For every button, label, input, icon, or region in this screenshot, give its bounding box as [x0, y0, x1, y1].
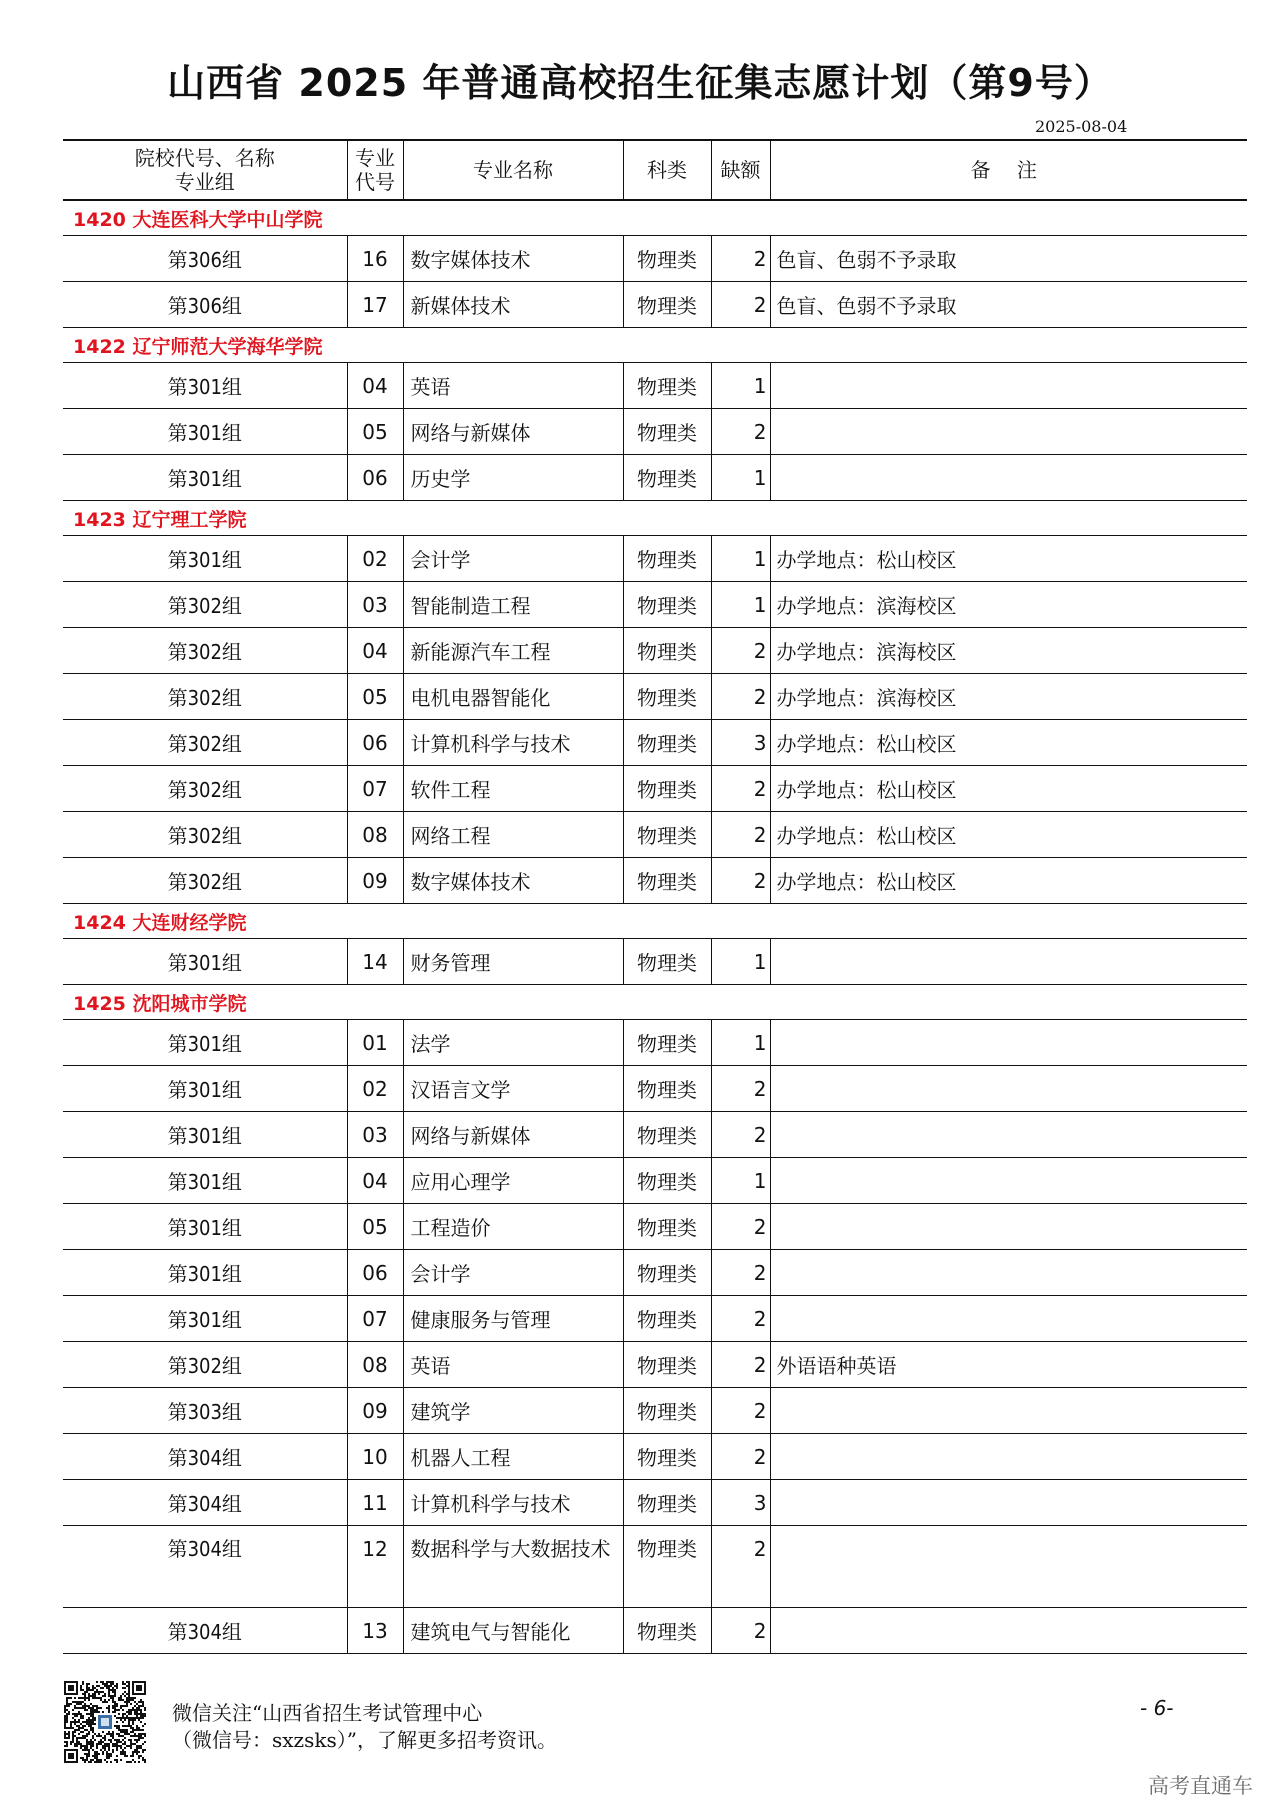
cell-subject-type: 物理类: [623, 1342, 711, 1388]
cell-major-name: 机器人工程: [403, 1434, 623, 1480]
table-row: [63, 1388, 1247, 1434]
cell-group: 第301组: [63, 1112, 347, 1158]
cell-group: 第306组: [63, 282, 347, 328]
cell-group: 第301组: [63, 1296, 347, 1342]
cell-subject-type: 物理类: [623, 455, 711, 501]
admission-plan-table: [63, 139, 1247, 1654]
cell-vacancy: 1: [711, 1020, 770, 1066]
cell-remarks: [770, 1204, 1247, 1250]
cell-subject-type: 物理类: [623, 720, 711, 766]
institution-name: 1420 大连医科大学中山学院: [63, 200, 1247, 236]
table-row: [63, 536, 1247, 582]
cell-major-name: 历史学: [403, 455, 623, 501]
cell-group: 第301组: [63, 1250, 347, 1296]
cell-major-code: 02: [347, 1066, 403, 1112]
cell-major-code: 09: [347, 1388, 403, 1434]
cell-major-name: 建筑电气与智能化: [403, 1608, 623, 1654]
cell-group: 第302组: [63, 766, 347, 812]
cell-subject-type: 物理类: [623, 939, 711, 985]
cell-major-name: 新媒体技术: [403, 282, 623, 328]
cell-subject-type: 物理类: [623, 582, 711, 628]
cell-major-code: 05: [347, 409, 403, 455]
header-major-code: [347, 140, 403, 200]
cell-major-name: 会计学: [403, 536, 623, 582]
cell-group: 第304组: [63, 1608, 347, 1654]
cell-major-code: 08: [347, 812, 403, 858]
cell-vacancy: 1: [711, 455, 770, 501]
qr-code-icon: [64, 1681, 146, 1763]
cell-major-name: 智能制造工程: [403, 582, 623, 628]
cell-vacancy: 2: [711, 1112, 770, 1158]
table-row: [63, 1112, 1247, 1158]
cell-remarks: 办学地点：松山校区: [770, 536, 1247, 582]
table-row: [63, 674, 1247, 720]
cell-group: 第302组: [63, 582, 347, 628]
cell-major-code: 05: [347, 1204, 403, 1250]
cell-subject-type: 物理类: [623, 1020, 711, 1066]
table-row: [63, 1526, 1247, 1608]
cell-subject-type: 物理类: [623, 1296, 711, 1342]
table-row: [63, 1608, 1247, 1654]
institution-row: [63, 904, 1247, 939]
cell-major-name: 数据科学与大数据技术: [403, 1526, 623, 1608]
cell-major-code: 04: [347, 363, 403, 409]
cell-group: 第302组: [63, 1342, 347, 1388]
cell-vacancy: 1: [711, 939, 770, 985]
cell-major-code: 07: [347, 1296, 403, 1342]
cell-major-code: 14: [347, 939, 403, 985]
cell-remarks: [770, 1296, 1247, 1342]
cell-remarks: [770, 1020, 1247, 1066]
cell-group: 第301组: [63, 363, 347, 409]
cell-subject-type: 物理类: [623, 1480, 711, 1526]
table-row: [63, 858, 1247, 904]
cell-major-code: 01: [347, 1020, 403, 1066]
cell-remarks: [770, 1112, 1247, 1158]
cell-major-name: 法学: [403, 1020, 623, 1066]
institution-row: [63, 328, 1247, 363]
cell-subject-type: 物理类: [623, 1434, 711, 1480]
footer-wechat-line1: 微信关注“山西省招生考试管理中心: [172, 1701, 483, 1725]
cell-major-name: 健康服务与管理: [403, 1296, 623, 1342]
cell-major-code: 11: [347, 1480, 403, 1526]
cell-subject-type: 物理类: [623, 674, 711, 720]
cell-major-name: 网络与新媒体: [403, 409, 623, 455]
cell-vacancy: 2: [711, 1066, 770, 1112]
cell-major-code: 06: [347, 720, 403, 766]
cell-vacancy: 1: [711, 363, 770, 409]
cell-vacancy: 2: [711, 1388, 770, 1434]
table-body: [63, 200, 1247, 1654]
cell-group: 第302组: [63, 720, 347, 766]
cell-remarks: [770, 1066, 1247, 1112]
cell-remarks: [770, 363, 1247, 409]
cell-subject-type: 物理类: [623, 1158, 711, 1204]
cell-vacancy: 3: [711, 1480, 770, 1526]
cell-subject-type: 物理类: [623, 282, 711, 328]
cell-group: 第301组: [63, 939, 347, 985]
cell-major-name: 网络与新媒体: [403, 1112, 623, 1158]
cell-subject-type: 物理类: [623, 1204, 711, 1250]
cell-group: 第304组: [63, 1480, 347, 1526]
header-code-line1: 专业: [355, 146, 395, 170]
table-row: [63, 1342, 1247, 1388]
document-date: 2025-08-04: [1035, 117, 1128, 136]
cell-group: 第301组: [63, 536, 347, 582]
cell-vacancy: 2: [711, 409, 770, 455]
cell-remarks: [770, 1480, 1247, 1526]
cell-subject-type: 物理类: [623, 1112, 711, 1158]
institution-name: 1423 辽宁理工学院: [63, 501, 1247, 536]
cell-major-code: 17: [347, 282, 403, 328]
cell-group: 第306组: [63, 236, 347, 282]
cell-major-code: 10: [347, 1434, 403, 1480]
cell-remarks: [770, 455, 1247, 501]
cell-major-code: 03: [347, 1112, 403, 1158]
cell-vacancy: 2: [711, 628, 770, 674]
cell-remarks: 办学地点：松山校区: [770, 812, 1247, 858]
cell-major-code: 08: [347, 1342, 403, 1388]
cell-remarks: 色盲、色弱不予录取: [770, 236, 1247, 282]
cell-major-name: 电机电器智能化: [403, 674, 623, 720]
institution-row: [63, 985, 1247, 1020]
cell-major-code: 04: [347, 1158, 403, 1204]
cell-subject-type: 物理类: [623, 1608, 711, 1654]
cell-group: 第301组: [63, 455, 347, 501]
table-row: [63, 282, 1247, 328]
cell-vacancy: 1: [711, 1158, 770, 1204]
cell-subject-type: 物理类: [623, 1526, 711, 1608]
cell-major-name: 软件工程: [403, 766, 623, 812]
cell-vacancy: 2: [711, 1204, 770, 1250]
header-subject-type: 科类: [623, 140, 711, 200]
cell-remarks: [770, 409, 1247, 455]
cell-vacancy: 2: [711, 812, 770, 858]
table-row: [63, 939, 1247, 985]
cell-remarks: 办学地点：滨海校区: [770, 674, 1247, 720]
table-row: [63, 1480, 1247, 1526]
table-row: [63, 720, 1247, 766]
cell-group: 第303组: [63, 1388, 347, 1434]
header-vacancy: 缺额: [711, 140, 770, 200]
table-row: [63, 628, 1247, 674]
cell-subject-type: 物理类: [623, 766, 711, 812]
cell-major-code: 04: [347, 628, 403, 674]
table-header-row: [63, 140, 1247, 200]
cell-major-name: 建筑学: [403, 1388, 623, 1434]
cell-major-name: 工程造价: [403, 1204, 623, 1250]
cell-vacancy: 3: [711, 720, 770, 766]
cell-group: 第301组: [63, 1158, 347, 1204]
cell-remarks: [770, 1388, 1247, 1434]
cell-vacancy: 2: [711, 282, 770, 328]
cell-group: 第301组: [63, 1020, 347, 1066]
page-number: - 6-: [1140, 1696, 1174, 1720]
cell-remarks: 色盲、色弱不予录取: [770, 282, 1247, 328]
cell-remarks: 办学地点：滨海校区: [770, 628, 1247, 674]
cell-subject-type: 物理类: [623, 628, 711, 674]
table-row: [63, 363, 1247, 409]
cell-vacancy: 1: [711, 582, 770, 628]
table-row: [63, 582, 1247, 628]
table-row: [63, 1020, 1247, 1066]
cell-group: 第302组: [63, 812, 347, 858]
cell-subject-type: 物理类: [623, 363, 711, 409]
cell-remarks: [770, 1158, 1247, 1204]
cell-major-code: 02: [347, 536, 403, 582]
cell-subject-type: 物理类: [623, 409, 711, 455]
cell-vacancy: 2: [711, 1342, 770, 1388]
cell-major-name: 计算机科学与技术: [403, 1480, 623, 1526]
cell-major-code: 12: [347, 1526, 403, 1608]
cell-major-code: 03: [347, 582, 403, 628]
header-remarks: 备 注: [770, 140, 1247, 200]
cell-major-name: 数字媒体技术: [403, 236, 623, 282]
cell-group: 第301组: [63, 1204, 347, 1250]
institution-name: 1424 大连财经学院: [63, 904, 1247, 939]
table-row: [63, 766, 1247, 812]
cell-vacancy: 2: [711, 674, 770, 720]
cell-remarks: 办学地点：滨海校区: [770, 582, 1247, 628]
cell-major-name: 英语: [403, 363, 623, 409]
footer-wechat-line2: （微信号：sxzsks）”，了解更多招考资讯。: [172, 1728, 557, 1752]
cell-major-code: 06: [347, 455, 403, 501]
table-row: [63, 1296, 1247, 1342]
table-row: [63, 1434, 1247, 1480]
table-row: [63, 455, 1247, 501]
cell-remarks: [770, 1608, 1247, 1654]
table-row: [63, 409, 1247, 455]
cell-group: 第302组: [63, 628, 347, 674]
cell-vacancy: 2: [711, 1526, 770, 1608]
cell-vacancy: 2: [711, 236, 770, 282]
table-row: [63, 1066, 1247, 1112]
cell-remarks: [770, 1250, 1247, 1296]
cell-subject-type: 物理类: [623, 1388, 711, 1434]
institution-name: 1425 沈阳城市学院: [63, 985, 1247, 1020]
cell-major-code: 09: [347, 858, 403, 904]
table-row: [63, 1158, 1247, 1204]
cell-major-code: 06: [347, 1250, 403, 1296]
cell-vacancy: 2: [711, 1250, 770, 1296]
cell-major-name: 英语: [403, 1342, 623, 1388]
cell-major-name: 数字媒体技术: [403, 858, 623, 904]
cell-vacancy: 2: [711, 858, 770, 904]
cell-group: 第302组: [63, 858, 347, 904]
header-major-name: 专业名称: [403, 140, 623, 200]
cell-group: 第304组: [63, 1526, 347, 1608]
cell-vacancy: 1: [711, 536, 770, 582]
header-college: 院校代号、名称: [134, 146, 275, 170]
cell-remarks: [770, 939, 1247, 985]
cell-vacancy: 2: [711, 1434, 770, 1480]
cell-major-name: 会计学: [403, 1250, 623, 1296]
cell-major-code: 13: [347, 1608, 403, 1654]
cell-subject-type: 物理类: [623, 858, 711, 904]
cell-group: 第301组: [63, 409, 347, 455]
cell-group: 第301组: [63, 1066, 347, 1112]
cell-major-name: 计算机科学与技术: [403, 720, 623, 766]
cell-remarks: [770, 1526, 1247, 1608]
cell-vacancy: 2: [711, 1296, 770, 1342]
cell-subject-type: 物理类: [623, 1066, 711, 1112]
cell-remarks: 办学地点：松山校区: [770, 766, 1247, 812]
institution-row: [63, 501, 1247, 536]
table-row: [63, 236, 1247, 282]
cell-major-name: 网络工程: [403, 812, 623, 858]
cell-subject-type: 物理类: [623, 536, 711, 582]
cell-remarks: [770, 1434, 1247, 1480]
cell-remarks: 办学地点：松山校区: [770, 858, 1247, 904]
cell-remarks: 办学地点：松山校区: [770, 720, 1247, 766]
institution-row: [63, 200, 1247, 236]
cell-subject-type: 物理类: [623, 236, 711, 282]
cell-remarks: 外语语种英语: [770, 1342, 1247, 1388]
table-row: [63, 1204, 1247, 1250]
table-row: [63, 1250, 1247, 1296]
watermark: 高考直通车: [1148, 1774, 1253, 1798]
cell-major-code: 05: [347, 674, 403, 720]
header-college-group: [63, 140, 347, 200]
cell-vacancy: 2: [711, 766, 770, 812]
cell-major-name: 应用心理学: [403, 1158, 623, 1204]
header-code-line2: 代号: [355, 170, 395, 194]
cell-major-code: 07: [347, 766, 403, 812]
cell-major-name: 财务管理: [403, 939, 623, 985]
header-group: 专业组: [174, 170, 235, 194]
cell-vacancy: 2: [711, 1608, 770, 1654]
table-row: [63, 812, 1247, 858]
cell-subject-type: 物理类: [623, 1250, 711, 1296]
cell-major-name: 汉语言文学: [403, 1066, 623, 1112]
cell-group: 第302组: [63, 674, 347, 720]
institution-name: 1422 辽宁师范大学海华学院: [63, 328, 1247, 363]
cell-group: 第304组: [63, 1434, 347, 1480]
cell-major-code: 16: [347, 236, 403, 282]
cell-subject-type: 物理类: [623, 812, 711, 858]
document-title: 山西省 2025 年普通高校招生征集志愿计划（第9号）: [167, 61, 1113, 105]
cell-major-name: 新能源汽车工程: [403, 628, 623, 674]
